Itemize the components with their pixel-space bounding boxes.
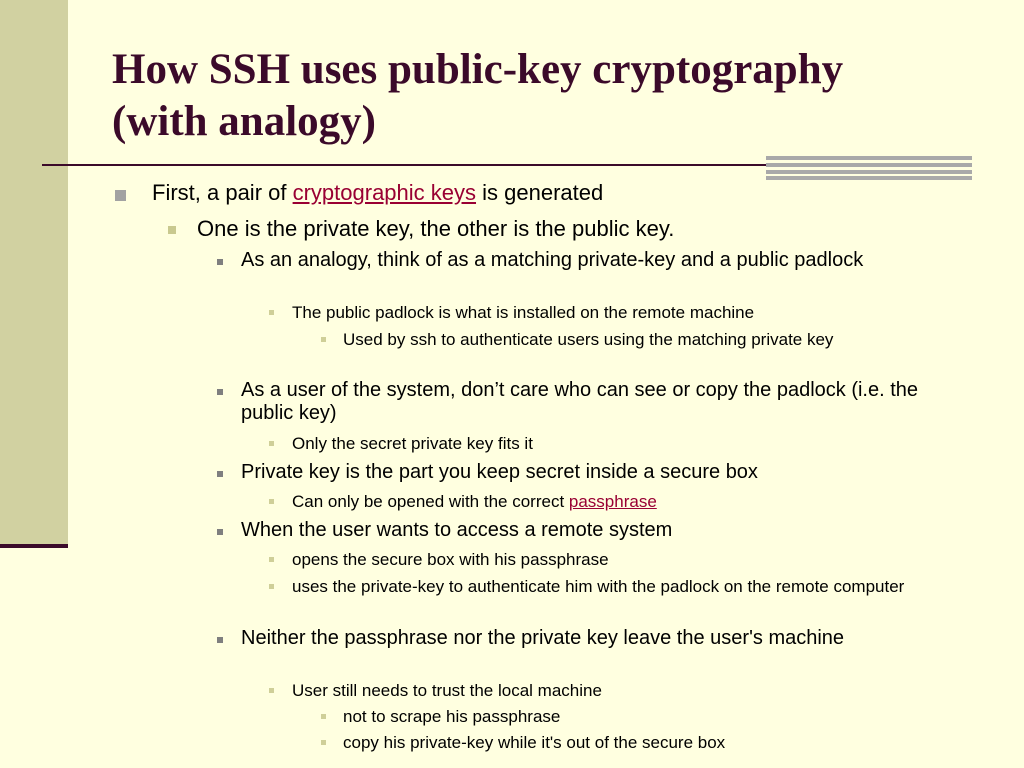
square-bullet-icon	[217, 637, 223, 643]
square-bullet-icon	[269, 499, 274, 504]
square-bullet-icon	[217, 471, 223, 477]
bullet-text: User still needs to trust the local machine	[292, 681, 602, 700]
square-bullet-icon	[168, 226, 176, 234]
bullet-text: uses the private-key to authenticate him with the padlock on the remote computer	[292, 577, 905, 596]
square-bullet-icon	[321, 714, 326, 719]
passphrase-link[interactable]: passphrase	[568, 492, 657, 511]
bullet-text: Only the secret private key fits it	[292, 434, 533, 453]
cryptographic-keys-link[interactable]: cryptographic keys	[292, 180, 477, 205]
square-bullet-icon	[217, 389, 223, 395]
bullet-text: copy his private-key while it's out of the secure box	[343, 733, 726, 752]
bullet-text-part: First, a pair of	[152, 180, 293, 205]
square-bullet-icon	[269, 310, 274, 315]
bullet-text: not to scrape his passphrase	[343, 707, 561, 726]
bullet-text: When the user wants to access a remote system	[241, 519, 673, 541]
bullet-text-part: is generated	[476, 180, 604, 205]
bullet-text: As an analogy, think of as a matching private-key and a public padlock	[241, 249, 864, 271]
square-bullet-icon	[269, 688, 274, 693]
square-bullet-icon	[217, 259, 223, 265]
bullet-text: Neither the passphrase nor the private key leave the user's machine	[241, 627, 845, 649]
bullet-text	[152, 180, 992, 206]
bullet-text-part: Can only be opened with the correct	[292, 492, 569, 511]
square-bullet-icon	[321, 337, 326, 342]
slide-title-line-2: (with analogy)	[112, 98, 376, 145]
bullet-text: opens the secure box with his passphrase	[292, 550, 609, 569]
bullet-text: Private key is the part you keep secret inside a secure box	[241, 461, 758, 483]
square-bullet-icon	[115, 190, 126, 201]
square-bullet-icon	[269, 441, 274, 446]
slide-title-line-1: How SSH uses public-key cryptography	[112, 46, 844, 93]
square-bullet-icon	[217, 529, 223, 535]
bullet-text: One is the private key, the other is the public key.	[197, 216, 675, 241]
bullet-text: Used by ssh to authenticate users using the matching private key	[343, 330, 834, 349]
square-bullet-icon	[321, 740, 326, 745]
square-bullet-icon	[269, 557, 274, 562]
square-bullet-icon	[269, 584, 274, 589]
bullet-text	[292, 491, 982, 512]
bullet-text: The public padlock is what is installed on the remote machine	[292, 303, 755, 322]
bullet-text: As a user of the system, don’t care who can see or copy the padlock (i.e. the public key)	[241, 379, 919, 424]
